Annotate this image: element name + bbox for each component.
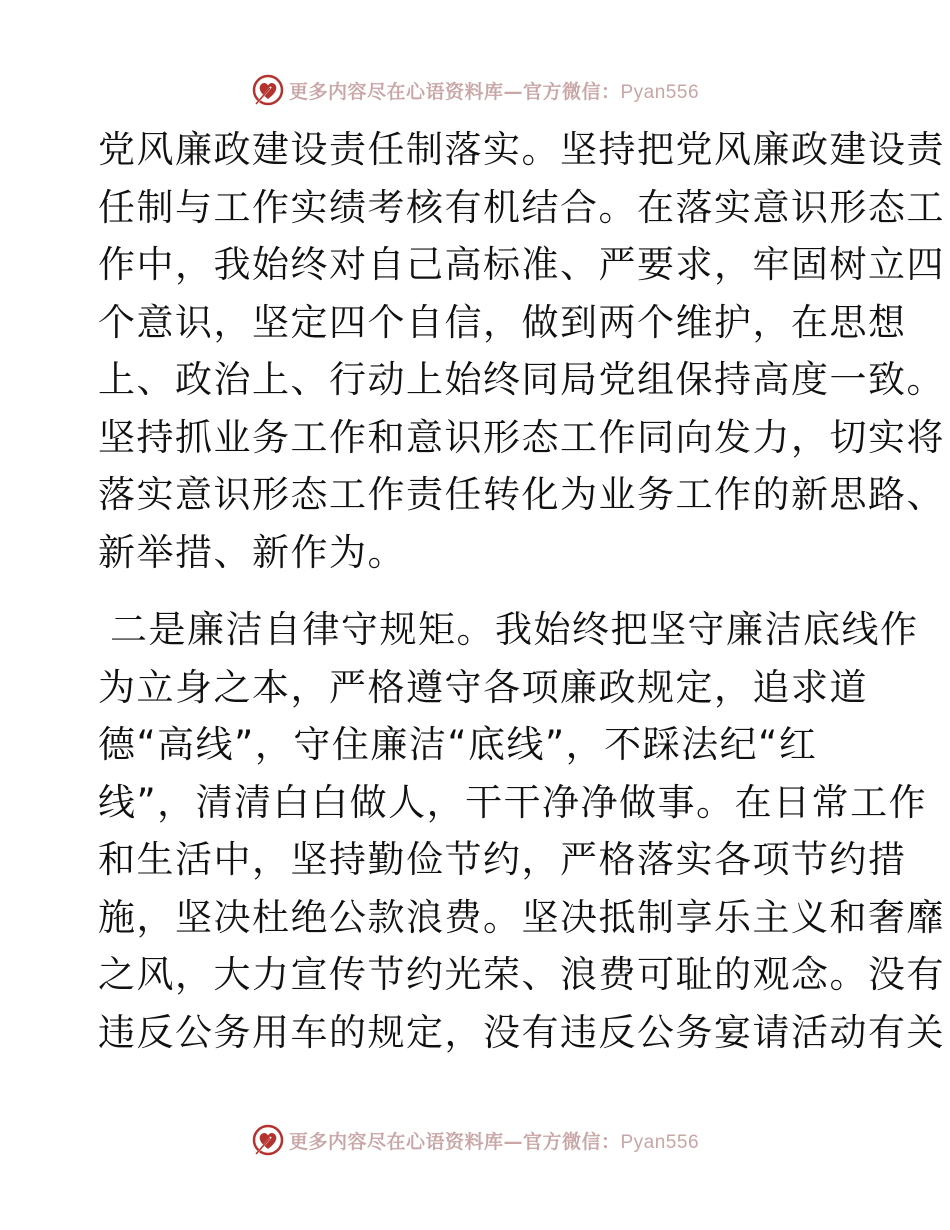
paragraph-1 [98, 121, 945, 581]
footer-banner [0, 1120, 950, 1160]
document-body [98, 121, 945, 1061]
text-line: 为立身之本，严格遵守各项廉政规定，追求道 [98, 665, 868, 709]
text-line: 和生活中，坚持勤俭节约，严格落实各项节约措 [98, 838, 907, 881]
paragraph-spacer [98, 581, 852, 601]
text-line: 德“高线”，守住廉洁“底线”，不踩法纪“红 [98, 723, 818, 766]
text-line: 之风，大力宣传节约光荣、浪费可耻的观念。没有 [98, 953, 945, 996]
text-line: 线”，清清白白做人，干干净净做事。在日常工作 [98, 780, 928, 824]
header-banner-wechat-id: Pyan556 [620, 81, 700, 103]
text-line: 落实意识形态工作责任转化为业务工作的新思路、 [98, 473, 945, 516]
footer-banner-wechat-id: Pyan556 [620, 1131, 700, 1153]
paragraph-2 [98, 601, 945, 1061]
text-line: 个意识，坚定四个自信，做到两个维护，在思想 [98, 300, 907, 344]
text-line: 党风廉政建设责任制落实。坚持把党风廉政建设责 [98, 128, 945, 171]
text-line: 施，坚决杜绝公款浪费。坚决抵制享乐主义和奢靡 [98, 895, 945, 939]
text-line: 上、政治上、行动上始终同局党组保持高度一致。 [98, 358, 945, 401]
text-line: 违反公务用车的规定，没有违反公务宴请活动有关 [98, 1010, 945, 1054]
text-line: 坚持抓业务工作和意识形态工作同向发力，切实将 [98, 415, 945, 459]
text-line: 作中，我始终对自己高标准、严要求，牢固树立四 [98, 243, 945, 286]
header-banner-text [289, 77, 699, 104]
heart-pen-logo-icon [251, 73, 285, 107]
header-banner [0, 70, 950, 110]
footer-banner-text [289, 1127, 699, 1154]
text-line: 新举措、新作为。 [98, 530, 406, 574]
heart-pen-logo-icon [251, 1123, 285, 1157]
footer-banner-cn: 更多内容尽在心语资料库—官方微信： [288, 1130, 621, 1153]
text-line: 任制与工作实绩考核有机结合。在落实意识形态工 [98, 185, 945, 229]
header-banner-cn: 更多内容尽在心语资料库—官方微信： [288, 80, 621, 103]
text-line: 二是廉洁自律守规矩。我始终把坚守廉洁底线作 [110, 608, 919, 651]
